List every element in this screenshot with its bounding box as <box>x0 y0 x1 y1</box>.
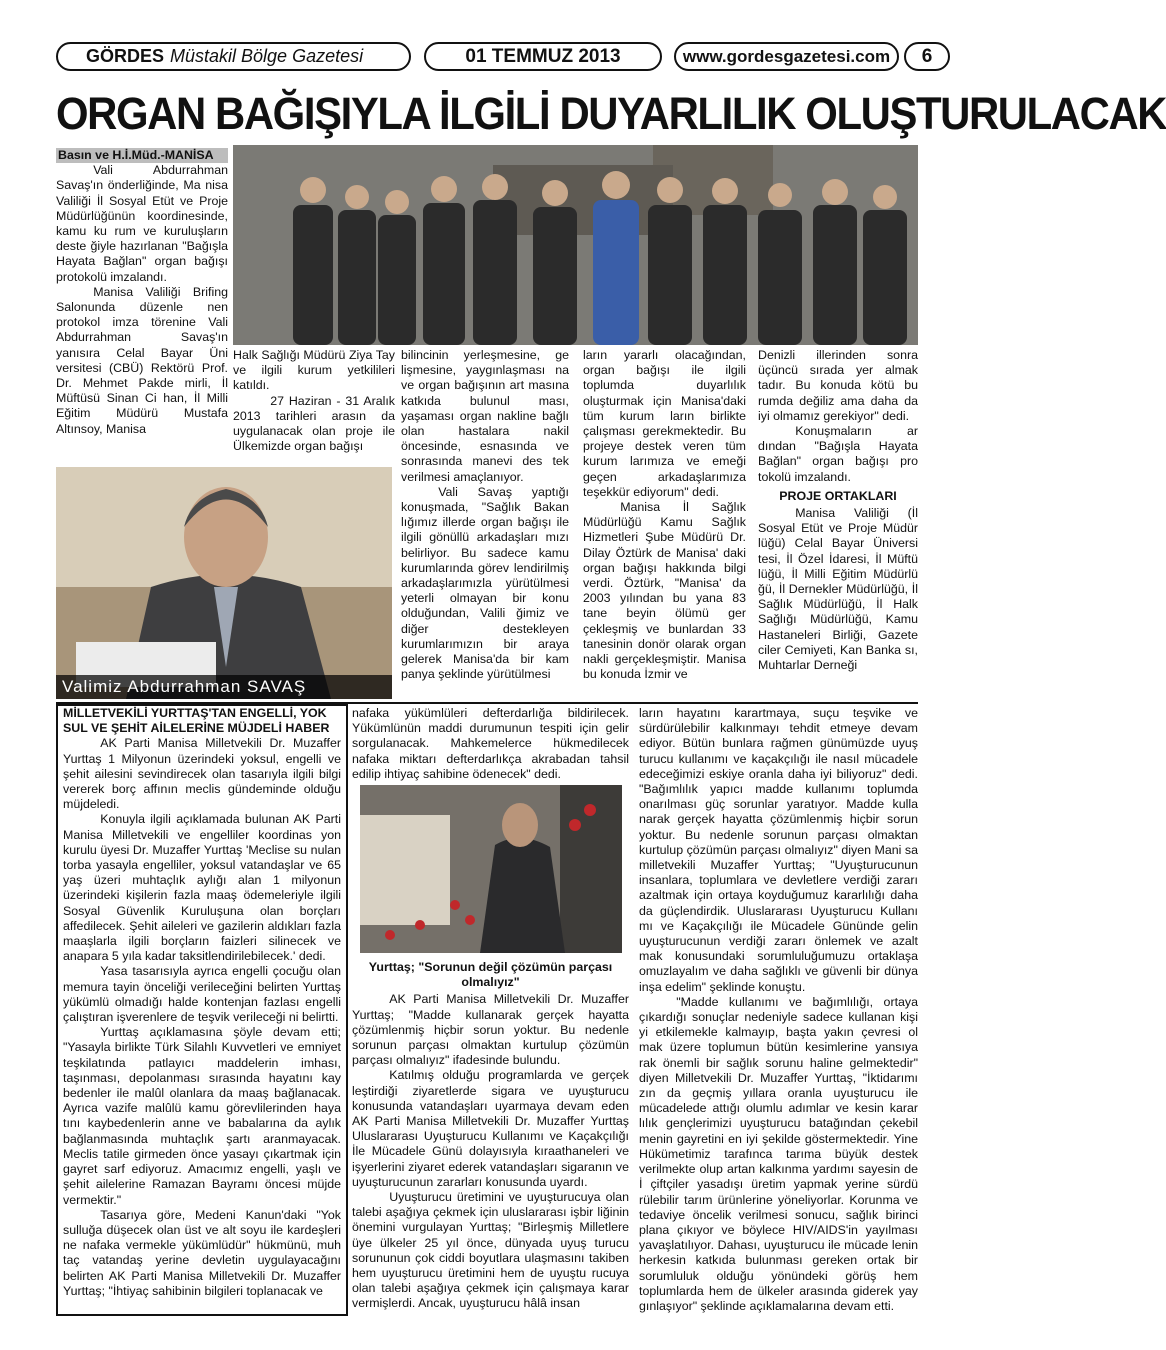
article1-col3 <box>401 348 569 682</box>
paragraph: AK Parti Manisa Milletvekili Dr. Muzaffer Yurttaş 1 Milyonun üzerindeki yoksul, engelli ve şehit ailesini sevindirecek olan tasarıyla ilgili bilgi vererek borç affının meclis gündeminde olduğu müjdeledi. <box>63 736 341 812</box>
article1-col2 <box>233 348 395 454</box>
paragraph: Denizli illerinden sonra üçüncü sırada yer almak tadır. Bu konuda kötü bu rumda değiliz ama daha da iyi olmamız gerekiyor" dedi. <box>758 348 918 423</box>
article1-col4 <box>583 348 746 682</box>
paragraph: Konuyla ilgili açıklamada bulunan AK Parti Manisa Milletvekili ve engelliler koordinas yon kurulu üyesi Dr. Muzaffer Yurttaş 'Meclise su nulan torba yasayla engelliler, yoksul vatandaşlar ve 65 yaş üzeri muhtaçlık aylığı alan 1 milyonun üzerindeki kişilerin fazla maaş ödemeleriyle ilgili Sosyal Güvenlik Kuruluşuna olan borçları affedilecek. Şehit aileleri ve gazilerin aldıkları fazla maaşlarla ilgili borçların faizleri silinecek ve anapara 5 yıla kadar taksitlendirilebilecek.' dedi. <box>63 812 341 964</box>
governor-portrait-photo <box>56 467 392 699</box>
paragraph: AK Parti Manisa Milletvekili Dr. Muzaffer Yurttaş; "Madde kullanarak gerçek hayatta çözümlenmiş hiçbir sorun yoktur. Bu nedenle sorunun parçası olmaktan kurtulup çözümün parçası olmalıyız" ifadesinde bulundu. <box>352 992 629 1068</box>
paragraph: nafaka yükümlüleri defterdarlığa bildirilecek. Yükümlünün maddi durumunun tespiti için gelir sorgulanacak. Mahkemelerce hükmedilecek nafaka miktarı defterdarlıkça akrabadan tahsil edilip ihtiyaç sahibine ödenecek" dedi. <box>352 706 629 781</box>
article2-col1 <box>63 706 341 1299</box>
article2-col2 <box>352 706 629 782</box>
brand-subtitle: Müstakil Bölge Gazetesi <box>170 46 364 66</box>
article3-col1 <box>352 960 629 1312</box>
issue-date: 01 TEMMUZ 2013 <box>424 42 662 71</box>
portrait-illustration <box>56 467 392 699</box>
subheading: PROJE ORTAKLARI <box>779 488 897 503</box>
article3-headline: Yurttaş; "Sorunun değil çözümün parçası olmalıyız" <box>368 960 613 990</box>
group-photo-illustration <box>233 145 918 345</box>
article3-col2 <box>639 706 918 1314</box>
main-headline: ORGAN BAĞIŞIYLA İLGİLİ DUYARLILIK OLUŞTURULACAK <box>56 88 1166 139</box>
paragraph: bilincinin yerleşmesine, ge lişmesine, yaygınlaşması na ve organ bağışının art masına katkıda bulunul ması, yaşaması organ nakline bağlı olan hastalara nakil öncesinde, esnasında ve sonrasında manevi des tek verilmesi amaçlanıyor. <box>401 348 569 484</box>
ceremony-photo <box>360 785 622 953</box>
newspaper-brand <box>56 42 411 71</box>
paragraph: ların yararlı olacağından, organ bağışı ile ilgili toplumda duyarlılık oluşturmak için Manisa'daki tüm kurum ların birlikte çalışması gerekmektedir. Bu projeye destek veren tüm kurum larımıza ve emeği geçen arkadaşlarımıza teşekkür ediyorum" dedi. <box>583 348 746 499</box>
paragraph: Konuşmaların ar dından "Bağışla Hayata Bağlan" organ bağışı pro tokolü imzalandı. <box>758 424 918 484</box>
article1-col5 <box>758 348 918 673</box>
page-number: 6 <box>904 42 950 71</box>
paragraph: Vali Savaş yaptığı konuşmada, "Sağlık Bakan lığımız illerde organ bağışı ile ilgili gönüllü arkadaşları mızı belirliyor. Bu sadece kamu kurumlarında görev lendirilmiş arkadaşlarımızla yürütülmesi yeterli olmayan bir konu olduğundan, Valili ğimiz ve diğer destekleyen kurumlarımızın bir araya gelerek Manisa'da bir kam panya şeklinde yürütülmesi <box>401 484 569 682</box>
website-link[interactable]: www.gordesgazetesi.com <box>674 42 899 71</box>
paragraph: Uyuşturucu üretimini ve uyuşturucuya olan talebi aşağıya çekmek için uluslararası işbir liğinin önemini vurgulayan Yurttaş; "Birleşmiş Milletlere üye ülkeler 25 yıl önce, dünyada uyuş turucu sorununun çok ciddi boyutlara ulaşmasını takiben hem uyuşturucu üretimini hem de uyuştu rucuya olan talebi aşağıya çekmek için çalışmaya karar vermişlerdi. Ancak, uyuşturucu hâlâ insan <box>352 1190 629 1311</box>
paragraph: Yasa tasarısıyla ayrıca engelli çocuğu olan memura tayin önceliği verileceğini belirten Yurttaş yükümlü olmadığı halde kontenjan fazlası engelli çalıştıran işverenlere de teşvik verileceği ni belirtti. <box>63 964 341 1025</box>
paragraph: Manisa Valiliği Brifing Salonunda düzenle nen protokol imza törenine Vali Abdurrahman Savaş'ın yanısıra Celal Bayar Üni versitesi (CBÜ) Rektörü Prof. Dr. Mehmet Pakde mirli, İl Müftüsü Sinan Ci han, İl Milli Eğitim Müdürü Mustafa Altınsoy, Manisa <box>56 284 228 436</box>
paragraph: Vali Abdurrahman Savaş'ın önderliğinde, Ma nisa Valiliği İl Sosyal Etüt ve Proje Müdürlüğünün koordinesinde, kamu ku rum ve kuruluşların deste ğiyle hazırlanan "Bağışla Hayata Bağlan" organ bağışı protokolü imzalandı. <box>56 163 228 284</box>
ceremony-illustration <box>360 785 622 953</box>
brand-name: GÖRDES <box>86 46 165 66</box>
paragraph: Manisa İl Sağlık Müdürlüğü Kamu Sağlık Hizmetleri Şube Müdürü Dr. Dilay Öztürk de Manisa' daki organ bağışı hakkında bilgi verdi. Öztürk, "Manisa' da 2003 yılından bu yana 83 tane beyin ölümü ger çekleşmiş ve bunlardan 33 tanesinin donör olarak organ nakli gerçekleşmiştir. Manisa bu konuda İzmir ve <box>583 500 746 682</box>
paragraph: Halk Sağlığı Müdürü Ziya Tay ve ilgili kurum yetkilileri katıldı. <box>233 348 395 393</box>
byline: Basın ve H.İ.Müd.-MANİSA <box>56 148 228 163</box>
paragraph: 27 Haziran - 31 Aralık 2013 tarihleri arasın da uygulanacak olan proje ile Ülkemizde organ bağışı <box>233 393 395 454</box>
paragraph: Yurttaş açıklamasına şöyle devam etti; "Yasayla birlikte Türk Silahlı Kuvvetleri ve emniyet teşkilatında patlayıcı maddelerin imhası, taşınması, depolanması sırasında hayatını kay bedenler ile malûl olanlara da maaş bağlanacak. Ayrıca vazife malûlü kamu görevlilerinden haya tını kaybedenlerin anne ve babalarına da aylık bağlanmasında muhtaçlık şartı aranmayacak. Meclis tatile girmeden önce yasayı çıkartmak için gayret sarf ediyoruz. Amacımız engelli, yaşlı ve şehit ailelerine Ramazan Bayramı öncesi müjde vermektir." <box>63 1025 341 1207</box>
group-photo <box>233 145 918 345</box>
paragraph: Katılmış olduğu programlarda ve gerçek leştirdiği ziyaretlerde sigara ve uyuşturucu konusunda vatandaşları uyarmaya devam eden AK Parti Manisa Milletvekili Dr. Muzaffer Yurttaş Uluslararası Uyuşturucu Kullanımı ve Kaçakçılığı İle Mücadele Günü dolayısıyla kıraathaneleri ve işyerlerini ziyaret ederek vatandaşları sigaranın ve uyuşturucunun zararları konusunda uyardı. <box>352 1068 629 1189</box>
paragraph: Tasarıya göre, Medeni Kanun'daki "Yok sulluğa düşecek olan üst ve alt soyu ile kardeşleri ne nafaka vermekle yükümlüdür" hükmünü, muh taç vatandaş yerine devletin uygulayacağını belirten AK Parti Manisa Milletvekili Dr. Muzaffer Yurttaş; "İhtiyaç sahibinin bilgileri toplanacak ve <box>63 1207 341 1298</box>
paragraph: Manisa Valiliği (İl Sosyal Etüt ve Proje Müdür lüğü) Celal Bayar Üniversi tesi, İl Özel İdaresi, İl Müftü lüğü, İl Milli Eğitim Müdürlü ğü, İl Dernekler Müdürlüğü, İl Sağlık Müdürlüğü, İl Halk Sağlığı Müdürlüğü, Kamu Hastaneleri Birliği, Gazete ciler Cemiyeti, Kan Banka sı, Muhtarlar Derneği <box>758 506 918 673</box>
paragraph: ların hayatını karartmaya, suçu teşvike ve sürdürülebilir kalkınmayı tehdit etmeye devam ediyor. Bütün bunlara rağmen günümüzde uyuş turucu kullanımı ve kaçakçılığı ile nasıl mücadele edeceğimizi eskiye oranla daha iyi biliyoruz" dedi. "Bağımlılık yapıcı madde kullanımı toplumda onarılması güç sorunlar yaratıyor. Madde kulla narak gerçek hayatta çözümlenmiş hiçbir sorun yoktur. Bu nedenle sorunun parçası olmaktan kurtulup çözümün parçası olmalıyız" diyen Mani sa milletvekili Muzaffer Yurttaş; "Uyuşturucunun insanlara, toplumlara ve devletlere verdiği zararı azaltmak için ortaya koyduğumuz kararlılığı daha da güçlendirdik. Uluslararası Uyuşturucu Kullanı mı ve Kaçakçılığı ile Mücadele Gününde gelin uyuşturucunun verdiği zararı önlemek ve azalt mak konusundaki sorumluluğumuzu ortaklaşa omuzlayalım ve daha sağlıklı ve güvenli bir dünya inşa edelim" şeklinde konuştu. <box>639 706 918 994</box>
masthead-bar <box>56 42 933 75</box>
paragraph: "Madde kullanımı ve bağımlılığı, ortaya çıkardığı sonuçlar nedeniyle sadece kullanan kişi yi etkilemekle kalmayıp, başta yakın çevresi ol mak üzere toplumun bütün kesimlerine yansıya rak önemli bir sağlık sorunu haline gelmektedir" diyen Milletvekili Dr. Muzaffer Yurttaş, "İktidarımı zın da geçmiş yıllara oranla uyuşturucu ile mücadelede attığı olumlu adımlar ve kesin karar lılık gençlerimizi uyuşturucu batağından çekebil menin gayretini en iyi şekilde göstermektedir. Yine Hükümetimiz tarafınca tarıma büyük destek verilmekte olup artan kalkınma yardımı sayesin de İ çiftçiler yasadışı üretim yapmak yerine sürdü rülebilir tarım ürünlerine yöneliyorlar. Korunma ve tedaviye öncelik verilmesi sonucu, sağlık birinci plana çıkıyor ve böylece HIV/AIDS'in yayılması yavaşlatılıyor. Dahası, uyuşturucu ile mücade lenin herkesin katkıda bulunması gereken ortak bir sorumluluk olduğu yönündeki görüş hem toplumlarda hem de ülkeler arasında giderek yay gınlaşıyor" şeklinde açıklamalarına devam etti. <box>639 994 918 1313</box>
article2-headline: MİLLETVEKİLİ YURTTAŞ'TAN ENGELLİ, YOK SUL VE ŞEHİT AİLELERİNE MÜJDELİ HABER <box>63 706 330 736</box>
article1-col1 <box>56 148 228 437</box>
portrait-caption: Valimiz Abdurrahman SAVAŞ <box>56 675 392 699</box>
